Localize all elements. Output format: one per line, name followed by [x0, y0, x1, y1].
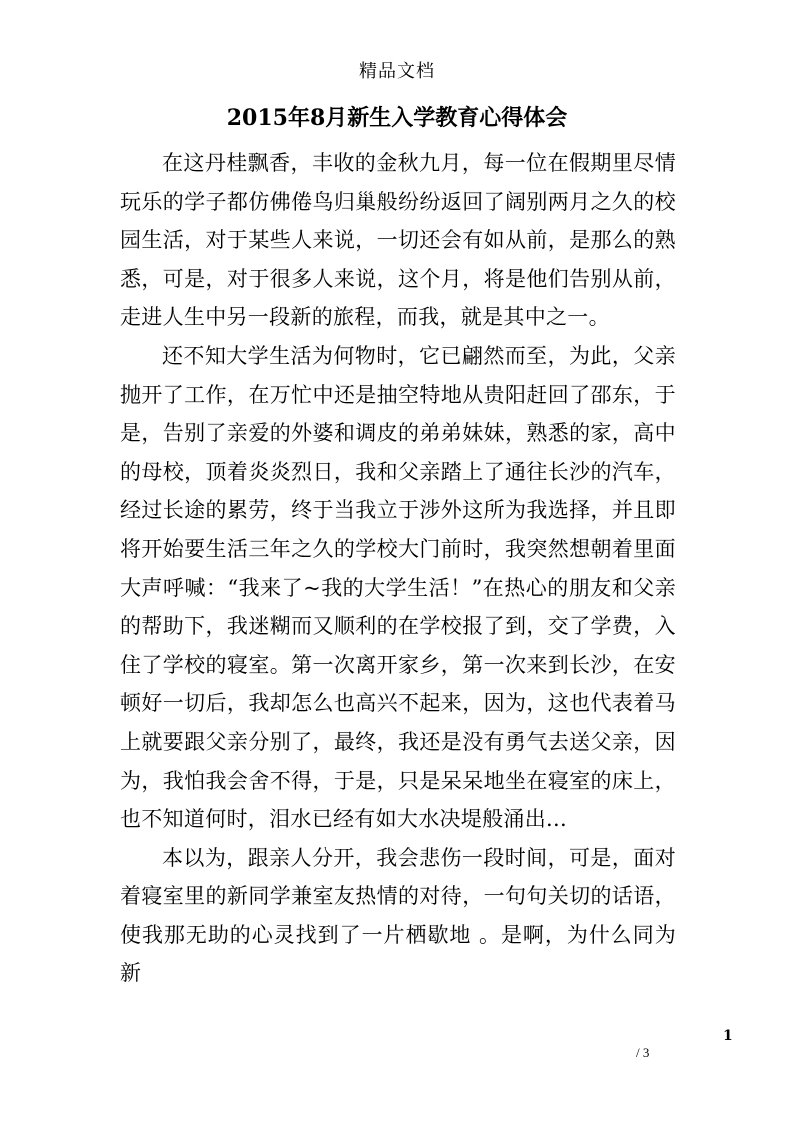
paragraph-2: 还不知大学生活为何物时，它已翩然而至，为此，父亲抛开了工作，在万忙中还是抽空特地从贵阳赶回了邵东，于是，告别了亲爱的外婆和调皮的弟弟妹妹，熟悉的家，高中的母校，顶着炎炎烈日，我和父亲踏上了通往长沙的汽车，经过长途的累劳，终于当我立于涉外这所为我选择，并且即将开始要生活三年之久的学校大门前时，我突然想朝着里面大声呼喊：“我来了~我的大学生活！”在热心的朋友和父亲的帮助下，我迷糊而又顺利的在学校报了到，交了学费，入住了学校的寝室。第一次离开家乡，第一次来到长沙，在安顿好一切后，我却怎么也高兴不起来，因为，这也代表着马上就要跟父亲分别了，最终，我还是没有勇气去送父亲，因为，我怕我会舍不得，于是，只是呆呆地坐在寝室的床上，也不知道何时，泪水已经有如大水决堤般涌出... [120, 343, 676, 832]
paragraph-3: 本以为，跟亲人分开，我会悲伤一段时间，可是，面对着寝室里的新同学兼室友热情的对待，一句句关切的话语，使我那无助的心灵找到了一片栖歇地 。是啊，为什么同为新 [120, 845, 676, 986]
paragraph-1: 在这丹桂飘香，丰收的金秋九月，每一位在假期里尽情玩乐的学子都仿佛倦鸟归巢般纷纷返回了阔别两月之久的校园生活，对于某些人来说，一切还会有如从前，是那么的熟悉，可是，对于很多人来说，这个月，将是他们告别从前，走进人生中另一段新的旅程，而我，就是其中之一。 [120, 151, 676, 330]
document-body [120, 144, 676, 993]
document-header: 精品文档 [359, 61, 435, 82]
document-title: 2015年8月新生入学教育心得体会 [226, 105, 568, 131]
page-total: / 3 [636, 1045, 650, 1060]
page-number: 1 [723, 1028, 733, 1044]
